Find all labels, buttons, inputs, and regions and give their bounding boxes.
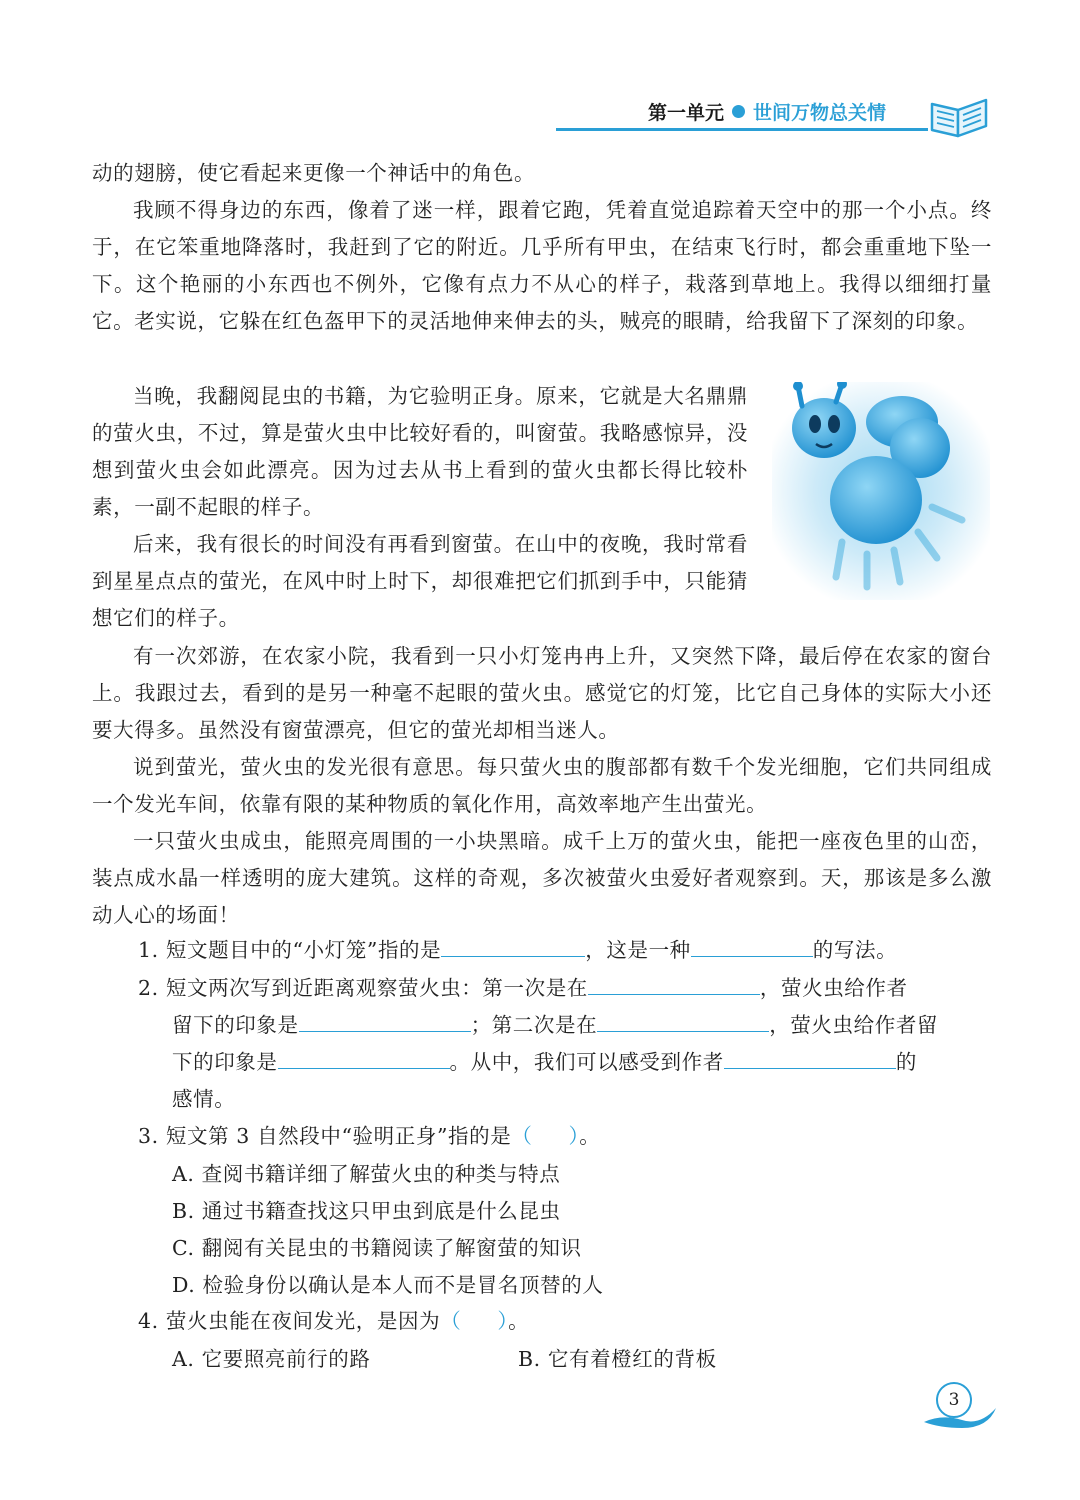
q2-answer-blank-4[interactable] [278, 1050, 450, 1069]
q1-text-a: 短文题目中的“小灯笼”指的是 [165, 938, 442, 962]
q2-answer-blank-3[interactable] [597, 1013, 769, 1032]
q4-paren-open: （ [440, 1309, 462, 1333]
firefly-illustration [772, 382, 990, 600]
paragraph-7: 一只萤火虫成虫，能照亮周围的一小块黑暗。成千上万的萤火虫，能把一座夜色里的山峦，装点成水晶一样透明的庞大建筑。这样的奇观，多次被萤火虫爱好者观察到。天，那该是多么激动人心的场面！ [92, 829, 992, 927]
question-1 [138, 932, 998, 969]
paragraph-5: 有一次郊游，在农家小院，我看到一只小灯笼冉冉上升，又突然下降，最后停在农家的窗台上。我跟过去，看到的是另一种毫不起眼的萤火虫。感觉它的灯笼，比它自己身体的实际大小还要大得多。虽然没有窗萤漂亮，但它的萤光却相当迷人。 [92, 644, 992, 742]
q2-text-c: 留下的印象是 [172, 1013, 299, 1037]
question-4 [138, 1303, 998, 1340]
q2-text-d: ；第二次是在 [470, 1013, 598, 1037]
passage-block-1 [92, 155, 992, 340]
q4-paren-close: ） [497, 1309, 509, 1333]
q1-number: 1. [138, 938, 159, 962]
q2-text-h: 的 [895, 1050, 917, 1074]
page-number-badge [922, 1378, 998, 1430]
q4-number: 4. [138, 1309, 159, 1333]
paragraph-3: 当晚，我翻阅昆虫的书籍，为它验明正身。原来，它就是大名鼎鼎的萤火虫，不过，算是萤火虫中比较好看的，叫窗萤。我略感惊异，没想到萤火虫会如此漂亮。因为过去从书上看到的萤火虫都长得比较朴素，一副不起眼的样子。 [92, 384, 748, 519]
q2-text-e: ，萤火虫给作者留 [769, 1013, 939, 1037]
question-3 [138, 1118, 998, 1155]
q3-paren-open: （ [511, 1124, 533, 1148]
q4-text: 萤火虫能在夜间发光，是因为 [165, 1309, 441, 1333]
q2-text-b: ，萤火虫给作者 [759, 976, 908, 1000]
q2-text-i: 感情。 [172, 1087, 236, 1111]
paragraph-1: 动的翅膀，使它看起来更像一个神话中的角色。 [92, 161, 536, 185]
q2-answer-blank-5[interactable] [724, 1050, 896, 1069]
paragraph-2: 我顾不得身边的东西，像着了迷一样，跟着它跑，凭着直觉追踪着天空中的那一个小点。终于，在它笨重地降落时，我赶到了它的附近。几乎所有甲虫，在结束飞行时，都会重重地下坠一下。这个艳丽的小东西也不例外，它像有点力不从心的样子，栽落到草地上。我得以细细打量它。老实说，它躲在红色盔甲下的灵活地伸来伸去的头，贼亮的眼睛，给我留下了深刻的印象。 [92, 198, 992, 333]
q3-option-d[interactable]: D. 检验身份以确认是本人而不是冒名顶替的人 [172, 1273, 604, 1297]
paragraph-6: 说到萤光，萤火虫的发光很有意思。每只萤火虫的腹部都有数千个发光细胞，它们共同组成一个发光车间，依靠有限的某种物质的氧化作用，高效率地产生出萤光。 [92, 755, 992, 816]
q3-option-a[interactable]: A. 查阅书籍详细了解萤火虫的种类与特点 [172, 1162, 561, 1186]
open-book-icon [928, 94, 990, 138]
q2-text-a: 短文两次写到近距离观察萤火虫：第一次是在 [165, 976, 588, 1000]
q1-text-c: 的写法。 [812, 938, 898, 962]
q3-text: 短文第 3 自然段中“验明正身”指的是 [165, 1124, 512, 1148]
q1-answer-blank-2[interactable] [691, 938, 813, 957]
question-2-line-4 [172, 1081, 998, 1118]
q3-number: 3. [138, 1124, 159, 1148]
q1-text-b: ，这是一种 [585, 938, 691, 962]
q4-end: 。 [508, 1309, 530, 1333]
unit-title [648, 98, 886, 125]
header-rule [556, 128, 928, 131]
question-2-line-3 [172, 1044, 998, 1081]
q2-text-g: 。从中，我们可以感受到作者 [449, 1050, 724, 1074]
q3-end: 。 [579, 1124, 601, 1148]
q2-number: 2. [138, 976, 159, 1000]
q2-text-f: 下的印象是 [172, 1050, 278, 1074]
q4-option-b[interactable]: B. 它有着橙红的背板 [518, 1347, 717, 1371]
q3-option-b[interactable]: B. 通过书籍查找这只甲虫到底是什么昆虫 [172, 1199, 561, 1223]
question-2 [138, 970, 998, 1007]
passage-block-2 [92, 378, 748, 637]
paragraph-4: 后来，我有很长的时间没有再看到窗萤。在山中的夜晚，我时常看到星星点点的萤光，在风中时上时下，却很难把它们抓到手中，只能猜想它们的样子。 [92, 532, 748, 630]
question-2-line-2 [172, 1007, 998, 1044]
q2-answer-blank-1[interactable] [588, 976, 760, 995]
q2-answer-blank-2[interactable] [299, 1013, 471, 1032]
unit-label: 第一单元 [648, 102, 725, 124]
q3-option-c[interactable]: C. 翻阅有关昆虫的书籍阅读了解窗萤的知识 [172, 1236, 582, 1260]
header-dot-icon [732, 105, 745, 118]
q1-answer-blank-1[interactable] [441, 938, 585, 957]
q4-option-a[interactable]: A. 它要照亮前行的路 [172, 1347, 371, 1371]
q3-paren-close: ） [568, 1124, 580, 1148]
page-header [556, 88, 996, 148]
unit-subtitle: 世间万物总关情 [753, 102, 887, 124]
page-number: 3 [948, 1390, 960, 1410]
passage-block-3 [92, 638, 992, 934]
